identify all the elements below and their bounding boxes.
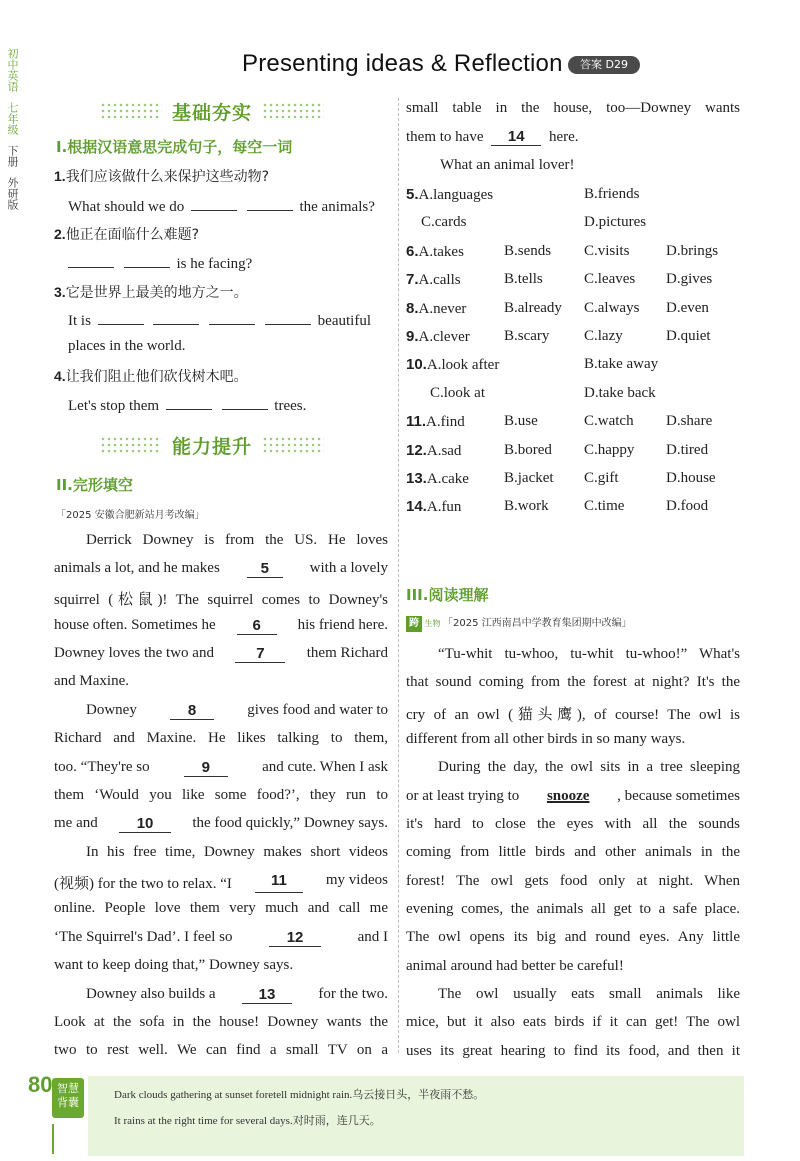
- page-title: Presenting ideas & Reflection: [242, 50, 563, 77]
- proverb-box: [88, 1076, 744, 1156]
- proverb-line-1: Dark clouds gathering at sunset foretell midnight rain.乌云接日头，半夜雨不愁。: [114, 1089, 485, 1101]
- passage-line: During the day, the owl sits in a tree sleeping: [438, 759, 740, 775]
- cloze-line: What an animal lover!: [440, 157, 575, 173]
- wisdom-tag: 智慧背囊: [52, 1078, 84, 1118]
- option-a[interactable]: A.sad: [426, 442, 462, 459]
- q3-cn: 3.它是世界上最美的地方之一。: [54, 284, 248, 301]
- banner-dots-right: [262, 102, 324, 120]
- section1-banner: [100, 98, 324, 124]
- section2-banner: [100, 432, 324, 458]
- option-b[interactable]: B.work: [504, 498, 549, 515]
- option-number: 10.: [406, 356, 427, 374]
- option-number: 5.: [406, 186, 419, 203]
- q4-blank-1[interactable]: [166, 395, 212, 410]
- passage-line: or at least trying to snooze , because sometimes: [406, 788, 740, 804]
- answer-tag: 答案 D29: [568, 56, 640, 74]
- option-number: 14.: [406, 498, 427, 516]
- side-strip-subject: 初中英语: [6, 48, 19, 92]
- passage-line: different from all other birds in so many ways.: [406, 731, 686, 747]
- option-d[interactable]: D.pictures: [584, 214, 647, 231]
- option-b[interactable]: B.sends: [504, 242, 552, 259]
- q2-en: is he facing?: [68, 253, 252, 273]
- section1-heading: I.根据汉语意思完成句子，每空一词: [56, 138, 293, 156]
- q3-blank-2[interactable]: [153, 310, 199, 325]
- passage-line: that sound coming from the forest at night? It's the: [406, 674, 740, 690]
- option-b[interactable]: B.already: [504, 299, 562, 316]
- cloze-line: Derrick Downey is from the US. He loves: [86, 532, 388, 548]
- section3-source: 「2025 江西南昌中学教育集团期中改编」: [443, 618, 632, 629]
- proverb-line-2: It rains at the right time for several days.对时雨，连几天。: [114, 1115, 381, 1127]
- cloze-line: me and 10 the food quickly,” Downey says.: [54, 815, 388, 832]
- option-row-6[interactable]: [406, 243, 464, 261]
- keyword-snooze: snooze: [546, 788, 590, 804]
- option-a[interactable]: A.cake: [426, 471, 469, 487]
- option-number: 6.: [406, 242, 419, 260]
- section1-banner-text: 基础夯实: [172, 101, 253, 124]
- option-number: 9.: [406, 328, 419, 345]
- option-b[interactable]: B.bored: [504, 441, 552, 458]
- blank-12[interactable]: 12: [269, 929, 321, 947]
- blank-5[interactable]: 5: [247, 560, 283, 578]
- section3-heading: III.阅读理解: [406, 586, 489, 604]
- cloze-line: too. “They're so 9 and cute. When I ask: [54, 759, 388, 776]
- option-c[interactable]: C.look at: [430, 384, 485, 401]
- cloze-line: want to keep doing that,” Downey says.: [54, 957, 294, 973]
- passage-line: The owl opens its big and round eyes. Any little: [406, 929, 740, 945]
- option-b[interactable]: B.scary: [504, 328, 550, 344]
- option-c[interactable]: C.watch: [584, 413, 634, 430]
- passage-line: forest! The owl gets food only at night. When: [406, 873, 740, 889]
- blank-10[interactable]: 10: [119, 815, 171, 833]
- q3-blank-1[interactable]: [98, 310, 144, 325]
- cross-subject-badge: 跨: [406, 616, 422, 632]
- q2-cn: 2.他正在面临什么难题?: [54, 226, 200, 243]
- option-a[interactable]: A.calls: [418, 272, 461, 289]
- section2-banner-text: 能力提升: [172, 435, 253, 458]
- section2-source: 「2025 安徽合肥新站月考改编」: [56, 510, 205, 521]
- blank-9[interactable]: 9: [184, 759, 228, 777]
- option-row-11[interactable]: [406, 413, 465, 431]
- cloze-line: Downey loves the two and 7 them Richard: [54, 645, 388, 662]
- cloze-line: two to rest well. We can find a small TV on a: [54, 1042, 388, 1058]
- banner-dots-right: [262, 436, 324, 454]
- option-c[interactable]: C.time: [584, 498, 625, 515]
- option-a[interactable]: A.fun: [426, 499, 462, 516]
- cloze-line: Look at the sofa in the house! Downey wants the: [54, 1014, 388, 1030]
- option-d[interactable]: D.gives: [666, 271, 713, 288]
- cloze-line: small table in the house, too—Downey wants: [406, 100, 740, 116]
- option-d[interactable]: D.food: [666, 498, 709, 515]
- blank-13[interactable]: 13: [242, 986, 292, 1004]
- cross-subject-label: 生物: [424, 619, 441, 628]
- page-footer: [0, 1066, 800, 1161]
- q2-blank-1[interactable]: [68, 253, 114, 268]
- passage-line: cry of an owl (猫头鹰), of course! The owl is: [406, 707, 740, 723]
- option-d[interactable]: D.take back: [584, 384, 656, 401]
- option-d[interactable]: D.even: [666, 299, 709, 316]
- option-row-13[interactable]: [406, 470, 469, 488]
- option-row-9[interactable]: [406, 328, 470, 346]
- option-a[interactable]: A.clever: [418, 329, 470, 345]
- passage-line: uses its great hearing to find its food, and then it: [406, 1043, 740, 1059]
- cloze-line: them ‘Would you like some food?’, they run to: [54, 787, 388, 803]
- cloze-line: and Maxine.: [54, 673, 129, 689]
- option-d[interactable]: D.brings: [666, 242, 719, 259]
- side-strip-volume: 下册: [6, 145, 19, 167]
- q4-blank-2[interactable]: [222, 395, 268, 410]
- blank-7[interactable]: 7: [235, 645, 285, 663]
- side-strip-publisher: 外研版: [6, 177, 19, 210]
- cloze-line: ‘The Squirrel's Dad’. I feel so 12 and I: [54, 929, 388, 946]
- q3-blank-3[interactable]: [209, 310, 255, 325]
- option-row-8[interactable]: [406, 300, 466, 318]
- option-row-14[interactable]: [406, 498, 461, 516]
- q1-cn: 1.我们应该做什么来保护这些动物?: [54, 168, 270, 185]
- cloze-line: Richard and Maxine. He likes talking to them,: [54, 730, 388, 746]
- section2-heading: II.完形填空: [56, 476, 133, 494]
- passage-line: it's hard to close the eyes with all the sounds: [406, 816, 740, 832]
- option-d[interactable]: D.house: [666, 470, 716, 486]
- cloze-line: Downey 8 gives food and water to: [86, 702, 388, 719]
- option-d[interactable]: D.quiet: [666, 328, 711, 344]
- q3-en: It is beautiful: [68, 310, 371, 330]
- option-a[interactable]: A.look after: [426, 357, 500, 374]
- option-row-12[interactable]: [406, 442, 461, 460]
- option-c[interactable]: C.lazy: [584, 328, 623, 344]
- option-c[interactable]: C.leaves: [584, 271, 636, 288]
- side-strip: [6, 48, 28, 220]
- passage-line: animal around had better be careful!: [406, 958, 624, 974]
- section3-source-row: [406, 614, 632, 632]
- option-number: 7.: [406, 271, 419, 289]
- option-c[interactable]: C.gift: [584, 470, 619, 486]
- cloze-line: squirrel (松鼠)! The squirrel comes to Downey's: [54, 592, 388, 608]
- cloze-line: Downey also builds a 13 for the two.: [86, 986, 388, 1003]
- option-c[interactable]: C.visits: [584, 242, 630, 259]
- passage-line: The owl usually eats small animals like: [438, 986, 740, 1002]
- passage-line: evening comes, the animals all get to a safe place.: [406, 901, 740, 917]
- option-d[interactable]: D.share: [666, 413, 713, 430]
- passage-line: mice, but it also eats birds if it can get! The owl: [406, 1014, 740, 1030]
- option-b[interactable]: B.friends: [584, 186, 640, 202]
- cloze-line: (视频) for the two to relax. “I 11 my videos: [54, 872, 388, 892]
- option-d[interactable]: D.tired: [666, 441, 709, 458]
- passage-line: “Tu-whit tu-whoo, tu-whit tu-whoo!” What's: [438, 646, 740, 662]
- option-c[interactable]: C.cards: [421, 214, 467, 231]
- q3-en-line2: places in the world.: [68, 338, 186, 354]
- option-row-5[interactable]: [406, 186, 493, 204]
- cloze-line: In his free time, Downey makes short videos: [86, 844, 388, 860]
- option-a[interactable]: A.never: [418, 300, 467, 317]
- option-b[interactable]: B.jacket: [504, 470, 554, 486]
- option-b[interactable]: B.tells: [504, 271, 543, 288]
- column-divider: [398, 98, 399, 1053]
- option-number: 8.: [406, 299, 419, 317]
- option-b[interactable]: B.take away: [584, 356, 659, 373]
- option-a[interactable]: A.takes: [418, 243, 464, 260]
- passage-line: coming from little birds and other animals in the: [406, 844, 740, 860]
- option-a[interactable]: A.languages: [418, 187, 494, 203]
- cloze-line: house often. Sometimes he 6 his friend here.: [54, 617, 388, 634]
- option-number: 11.: [406, 413, 427, 431]
- q1-blank-2[interactable]: [247, 196, 293, 211]
- blank-14[interactable]: 14: [491, 128, 541, 146]
- q3-blank-4[interactable]: [265, 310, 311, 325]
- side-strip-grade: 七年级: [6, 102, 19, 135]
- option-b[interactable]: B.use: [504, 413, 538, 430]
- q1-en: What should we do the animals?: [68, 196, 375, 216]
- option-row-10[interactable]: [406, 356, 499, 374]
- option-row-7[interactable]: [406, 271, 461, 289]
- option-c[interactable]: C.happy: [584, 441, 635, 458]
- q2-blank-2[interactable]: [124, 253, 170, 268]
- q4-en: Let's stop them trees.: [68, 395, 306, 415]
- q4-cn: 4.让我们阻止他们砍伐树木吧。: [54, 368, 248, 385]
- blank-8[interactable]: 8: [170, 702, 214, 720]
- banner-dots-left: [100, 436, 162, 454]
- cloze-line: online. People love them very much and call me: [54, 900, 388, 916]
- option-number: 13.: [406, 470, 427, 487]
- page-number: 80: [28, 1072, 53, 1097]
- option-c[interactable]: C.always: [584, 299, 640, 316]
- cloze-line: them to have 14 here.: [406, 128, 579, 145]
- option-number: 12.: [406, 441, 427, 459]
- blank-6[interactable]: 6: [237, 617, 277, 635]
- banner-dots-left: [100, 102, 162, 120]
- blank-11[interactable]: 11: [255, 872, 303, 893]
- q1-blank-1[interactable]: [191, 196, 237, 211]
- footer-accent-line: [52, 1124, 54, 1154]
- option-a[interactable]: A.find: [426, 414, 465, 431]
- cloze-line: animals a lot, and he makes 5 with a lovely: [54, 560, 388, 577]
